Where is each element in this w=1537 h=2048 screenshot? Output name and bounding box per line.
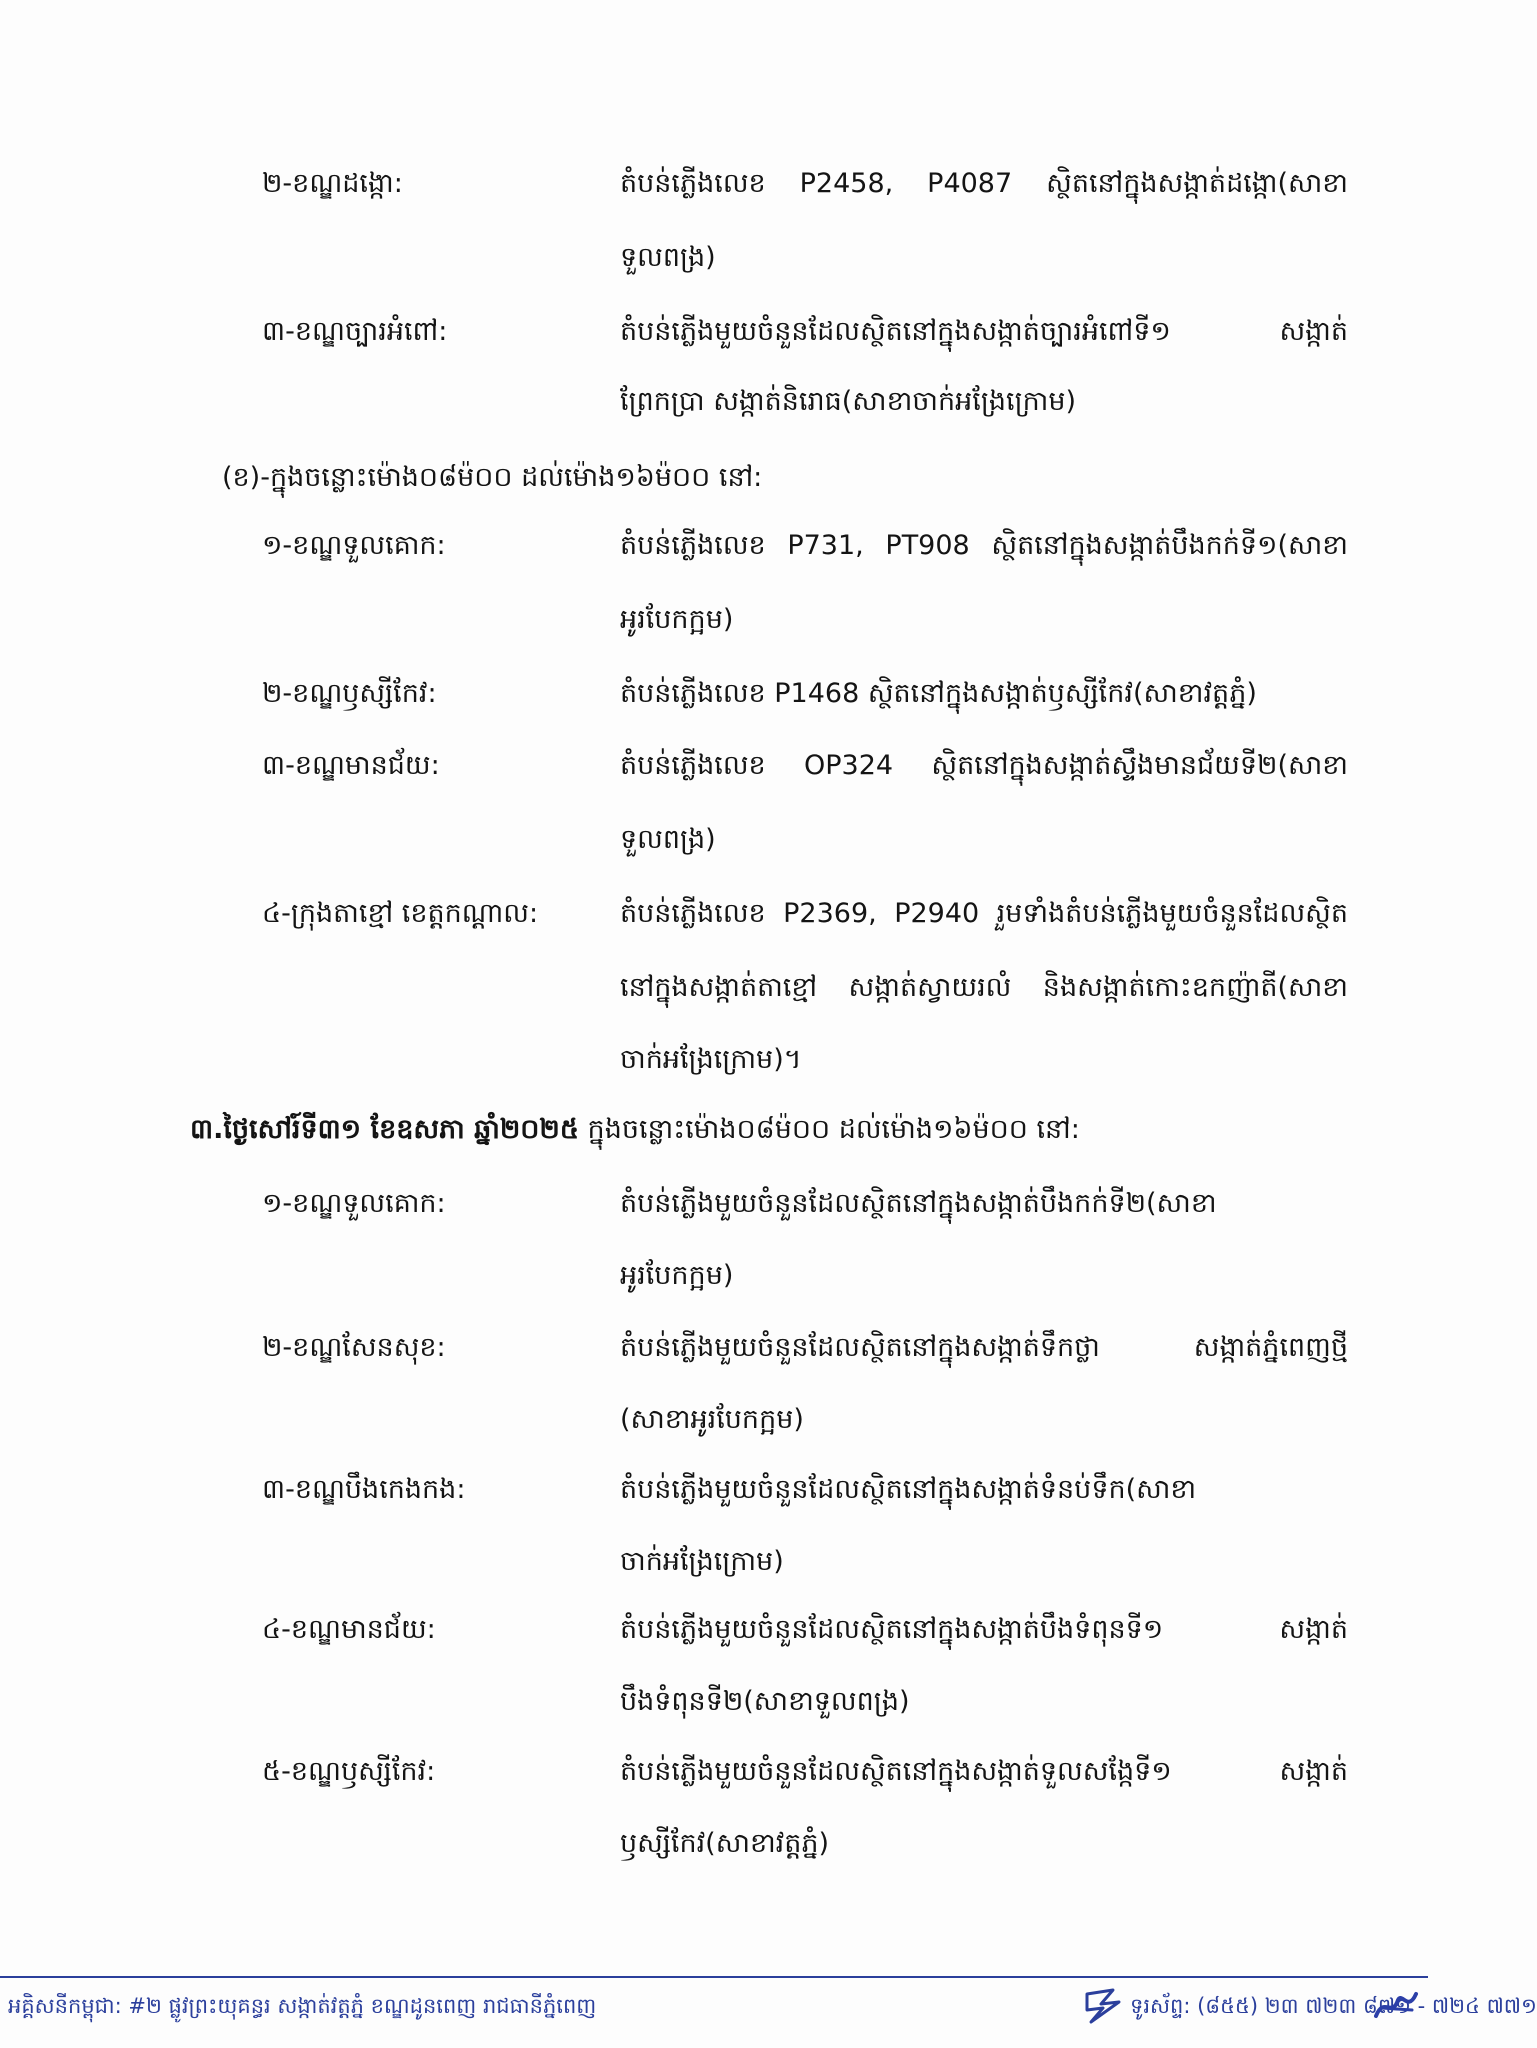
- entry-content-line: អូរបែកក្អម): [620, 604, 734, 635]
- entry-label: ១-ខណ្ឌទួលគោក:: [262, 530, 446, 561]
- entry-content-line: ទួលពង្រ): [620, 242, 716, 273]
- entry-label: ២-ខណ្ឌដង្កោ:: [262, 168, 403, 199]
- footer-divider: [0, 1976, 1428, 1978]
- entry-content-line: ទួលពង្រ): [620, 824, 716, 855]
- section-heading-b: (ខ)-ក្នុងចន្លោះម៉ោង០៨ម៉០០ ដល់ម៉ោង១៦ម៉០០ នៅ:: [222, 462, 763, 493]
- entry-content-line: អូរបែកក្អម): [620, 1260, 734, 1291]
- entry-content-line: តំបន់ភ្លើងលេខ P1468 ស្ថិតនៅក្នុងសង្កាត់ឫស្សីកែវ(សាខាវត្តភ្នំ): [620, 678, 1257, 709]
- day3-date: ៣.ថ្ងៃសៅរ៍ទី៣១ ខែឧសភា ឆ្នាំ២០២៥: [190, 1114, 579, 1145]
- entry-content-line: តំបន់ភ្លើងលេខ P731, PT908 ស្ថិតនៅក្នុងសង្កាត់បឹងកក់ទី១(សាខា: [620, 530, 1348, 561]
- entry-content-line: តំបន់ភ្លើងលេខ P2458, P4087 ស្ថិតនៅក្នុងសង្កាត់ដង្កោ(សាខា: [620, 168, 1348, 199]
- entry-label: ៤-ខណ្ឌមានជ័យ:: [262, 1614, 436, 1645]
- lightning-logo-icon: [1083, 1986, 1125, 2026]
- entry-content-line: ឫស្សីកែវ(សាខាវត្តភ្នំ): [620, 1828, 830, 1859]
- entry-content-line: តំបន់ភ្លើងលេខ OP324 ស្ថិតនៅក្នុងសង្កាត់ស្ទឹងមានជ័យទី២(សាខា: [620, 750, 1348, 781]
- entry-label: ២-ខណ្ឌឫស្សីកែវ:: [262, 678, 437, 709]
- entry-content-line: បឹងទំពុនទី២(សាខាទួលពង្រ): [620, 1686, 910, 1717]
- entry-content-line: តំបន់ភ្លើងមួយចំនួនដែលស្ថិតនៅក្នុងសង្កាត់បឹងទំពុនទី១ សង្កាត់: [620, 1614, 1348, 1645]
- entry-content-line: តំបន់ភ្លើងមួយចំនួនដែលស្ថិតនៅក្នុងសង្កាត់ទួលសង្កែទី១ សង្កាត់: [620, 1756, 1348, 1787]
- signature-stamp-icon: [1372, 1988, 1420, 2024]
- entry-content-line: តំបន់ភ្លើងមួយចំនួនដែលស្ថិតនៅក្នុងសង្កាត់ច្បារអំពៅទី១ សង្កាត់: [620, 316, 1348, 347]
- entry-label: ៥-ខណ្ឌឫស្សីកែវ:: [262, 1756, 436, 1787]
- footer-address: អគ្គិសនីកម្ពុជា: #២ ផ្លូវព្រះយុគន្ធរ សង្កាត់វត្តភ្នំ ខណ្ឌដូនពេញ រាជធានីភ្នំពេញ: [8, 1994, 597, 2018]
- entry-content-line: ព្រែកប្រា សង្កាត់និរោធ(សាខាចាក់អង្រែក្រោម): [620, 386, 1077, 417]
- footer-phone: ទូរស័ព្ទ: (៨៥៥) ២៣ ៧២៣ ៨៧១ - ៧២៤ ៧៧១: [1130, 1994, 1537, 2018]
- entry-content-line: តំបន់ភ្លើងលេខ P2369, P2940 រួមទាំងតំបន់ភ្លើងមួយចំនួនដែលស្ថិត: [620, 898, 1348, 929]
- entry-label: ៣-ខណ្ឌបឹងកេងកង:: [262, 1474, 466, 1505]
- day3-heading: [190, 1112, 1080, 1148]
- entry-label: ២-ខណ្ឌសែនសុខ:: [262, 1332, 446, 1363]
- entry-content-line: តំបន់ភ្លើងមួយចំនួនដែលស្ថិតនៅក្នុងសង្កាត់ទំនប់ទឹក(សាខា: [620, 1474, 1197, 1505]
- entry-content-line: នៅក្នុងសង្កាត់តាខ្មៅ សង្កាត់ស្វាយរលំ និងសង្កាត់កោះឧកញ៉ាតី(សាខា: [620, 972, 1348, 1003]
- entry-label: ៣-ខណ្ឌច្បារអំពៅ:: [262, 316, 448, 347]
- entry-content-line: ចាក់អង្រែក្រោម)។: [620, 1044, 802, 1075]
- entry-content-line: តំបន់ភ្លើងមួយចំនួនដែលស្ថិតនៅក្នុងសង្កាត់បឹងកក់ទី២(សាខា: [620, 1188, 1217, 1219]
- entry-label: ៣-ខណ្ឌមានជ័យ:: [262, 750, 440, 781]
- entry-label: ១-ខណ្ឌទួលគោក:: [262, 1188, 446, 1219]
- entry-content-line: (សាខាអូរបែកក្អម): [620, 1404, 804, 1435]
- entry-content-line: តំបន់ភ្លើងមួយចំនួនដែលស្ថិតនៅក្នុងសង្កាត់ទឹកថ្លា សង្កាត់ភ្នំពេញថ្មី: [620, 1332, 1348, 1363]
- entry-content-line: ចាក់អង្រែក្រោម): [620, 1546, 784, 1577]
- day3-time: ក្នុងចន្លោះម៉ោង០៨ម៉០០ ដល់ម៉ោង១៦ម៉០០ នៅ:: [578, 1114, 1080, 1145]
- entry-label: ៤-ក្រុងតាខ្មៅ ខេត្តកណ្តាល:: [262, 898, 539, 929]
